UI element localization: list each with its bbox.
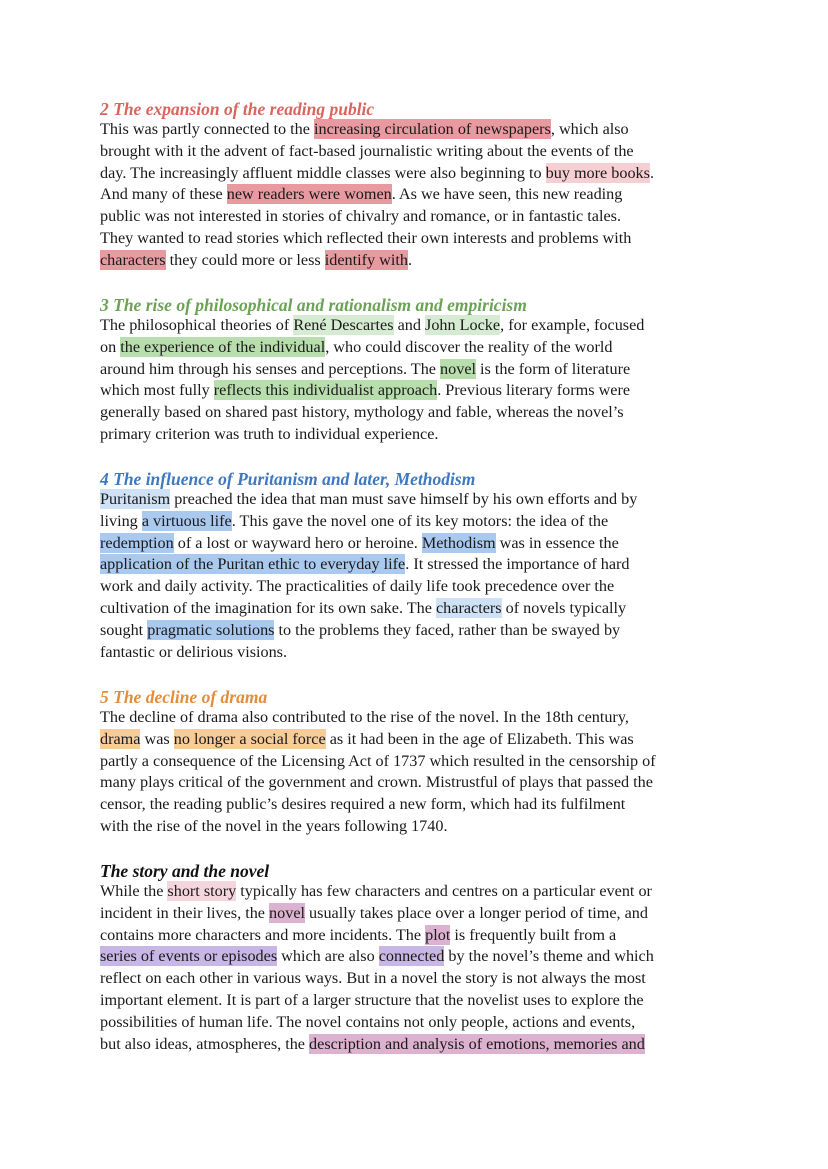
highlighted-phrase: connected [378, 947, 445, 966]
section-heading: 3 The rise of philosophical and rationalism and empiricism [100, 295, 527, 315]
section-reading-public [100, 99, 740, 272]
section-heading: The story and the novel [100, 861, 270, 881]
text-line: but also ideas, atmospheres, the description and analysis of emotions, memories and [100, 1034, 645, 1053]
text-line: And many of these new readers were women. As we have seen, this new reading [100, 185, 623, 204]
text-line: primary criterion was truth to individual experience. [100, 424, 439, 443]
text-line: censor, the reading public’s desires required a new form, which had its fulfilment [100, 795, 626, 814]
text-line: incident in their lives, the novel usually takes place over a longer period of time, and [100, 903, 648, 922]
highlighted-phrase: no longer a social force [173, 729, 326, 748]
text-line: They wanted to read stories which reflected their own interests and problems with [100, 228, 632, 247]
section-heading: 5 The decline of drama [100, 687, 268, 707]
text-line: reflect on each other in various ways. But in a novel the story is not always the most [100, 969, 646, 988]
highlighted-phrase: Methodism [421, 533, 496, 552]
section-story-and-novel [100, 861, 740, 1055]
highlighted-phrase: short story [167, 882, 237, 900]
text-line: generally based on shared past history, mythology and fable, whereas the novel’s [100, 403, 624, 422]
highlighted-phrase: novel [440, 359, 476, 378]
highlighted-phrase: Puritanism [100, 490, 171, 508]
text-line: day. The increasingly affluent middle classes were also beginning to buy more books. [100, 163, 654, 182]
section-body [100, 707, 740, 838]
highlighted-phrase: reflects this individualist approach [213, 381, 438, 400]
highlighted-phrase: series of events or episodes [100, 947, 278, 966]
text-line: contains more characters and more incidents. The plot is frequently built from a [100, 925, 617, 944]
highlighted-phrase: description and analysis of emotions, memories and [309, 1034, 645, 1053]
section-body [100, 315, 740, 446]
section-heading: 2 The expansion of the reading public [100, 99, 375, 119]
highlighted-phrase: identify with [324, 250, 408, 269]
highlighted-phrase: John Locke [425, 316, 501, 334]
text-line: on the experience of the individual, who could discover the reality of the world [100, 337, 613, 356]
text-line: possibilities of human life. The novel contains not only people, actions and events, [100, 1012, 636, 1031]
text-line: many plays critical of the government and crown. Mistrustful of plays that passed the [100, 773, 653, 792]
highlighted-phrase: a virtuous life [141, 511, 232, 530]
highlighted-phrase: novel [269, 903, 305, 922]
text-line: around him through his senses and perceptions. The novel is the form of literature [100, 359, 631, 378]
text-line: living a virtuous life. This gave the novel one of its key motors: the idea of the [100, 511, 609, 530]
text-line: This was partly connected to the increasing circulation of newspapers, which also [100, 120, 629, 138]
highlighted-phrase: the experience of the individual [120, 337, 326, 356]
highlighted-phrase: buy more books [545, 163, 650, 182]
highlighted-phrase: redemption [100, 533, 174, 552]
section-decline-of-drama [100, 687, 740, 838]
text-line: public was not interested in stories of chivalry and romance, or in fantastic tales. [100, 207, 621, 226]
text-line: While the short story typically has few characters and centres on a particular event or [100, 882, 652, 900]
text-line: drama was no longer a social force as it had been in the age of Elizabeth. This was [100, 729, 634, 748]
text-line: partly a consequence of the Licensing Act of 1737 which resulted in the censorship of [100, 751, 656, 770]
text-line: work and daily activity. The practicalities of daily life took precedence over the [100, 577, 615, 596]
text-line: important element. It is part of a larger structure that the novelist uses to explore the [100, 990, 644, 1009]
section-heading: 4 The influence of Puritanism and later, Methodism [100, 469, 476, 489]
text-line: with the rise of the novel in the years following 1740. [100, 816, 448, 835]
text-line: characters they could more or less identify with. [100, 250, 412, 269]
highlighted-phrase: characters [100, 250, 166, 269]
highlighted-phrase: plot [425, 925, 451, 944]
text-line: application of the Puritan ethic to everyday life. It stressed the importance of hard [100, 555, 630, 574]
highlighted-phrase: application of the Puritan ethic to everyday life [100, 555, 406, 574]
section-body [100, 119, 740, 272]
highlighted-phrase: characters [435, 598, 502, 617]
highlighted-phrase: new readers were women [226, 185, 392, 204]
section-puritanism [100, 469, 740, 663]
section-philosophy [100, 295, 740, 446]
text-line: series of events or episodes which are also connected by the novel’s theme and which [100, 947, 654, 966]
text-line: redemption of a lost or wayward hero or heroine. Methodism was in essence the [100, 533, 619, 552]
highlighted-phrase: increasing circulation of newspapers [313, 120, 551, 138]
text-line: fantastic or delirious visions. [100, 642, 288, 661]
highlighted-phrase: pragmatic solutions [147, 620, 275, 639]
text-line: sought pragmatic solutions to the problems they faced, rather than be swayed by [100, 620, 621, 639]
text-line: Puritanism preached the idea that man must save himself by his own efforts and by [100, 490, 638, 508]
text-line: cultivation of the imagination for its own sake. The characters of novels typically [100, 598, 627, 617]
text-line: which most fully reflects this individualist approach. Previous literary forms were [100, 381, 631, 400]
text-line: brought with it the advent of fact-based journalistic writing about the events of the [100, 141, 634, 160]
highlighted-phrase: drama [100, 729, 141, 748]
highlighted-phrase: René Descartes [293, 316, 394, 334]
section-body [100, 881, 740, 1055]
text-line: The philosophical theories of René Descartes and John Locke, for example, focused [100, 316, 645, 334]
section-body [100, 489, 740, 663]
text-line: The decline of drama also contributed to the rise of the novel. In the 18th century, [100, 708, 629, 726]
